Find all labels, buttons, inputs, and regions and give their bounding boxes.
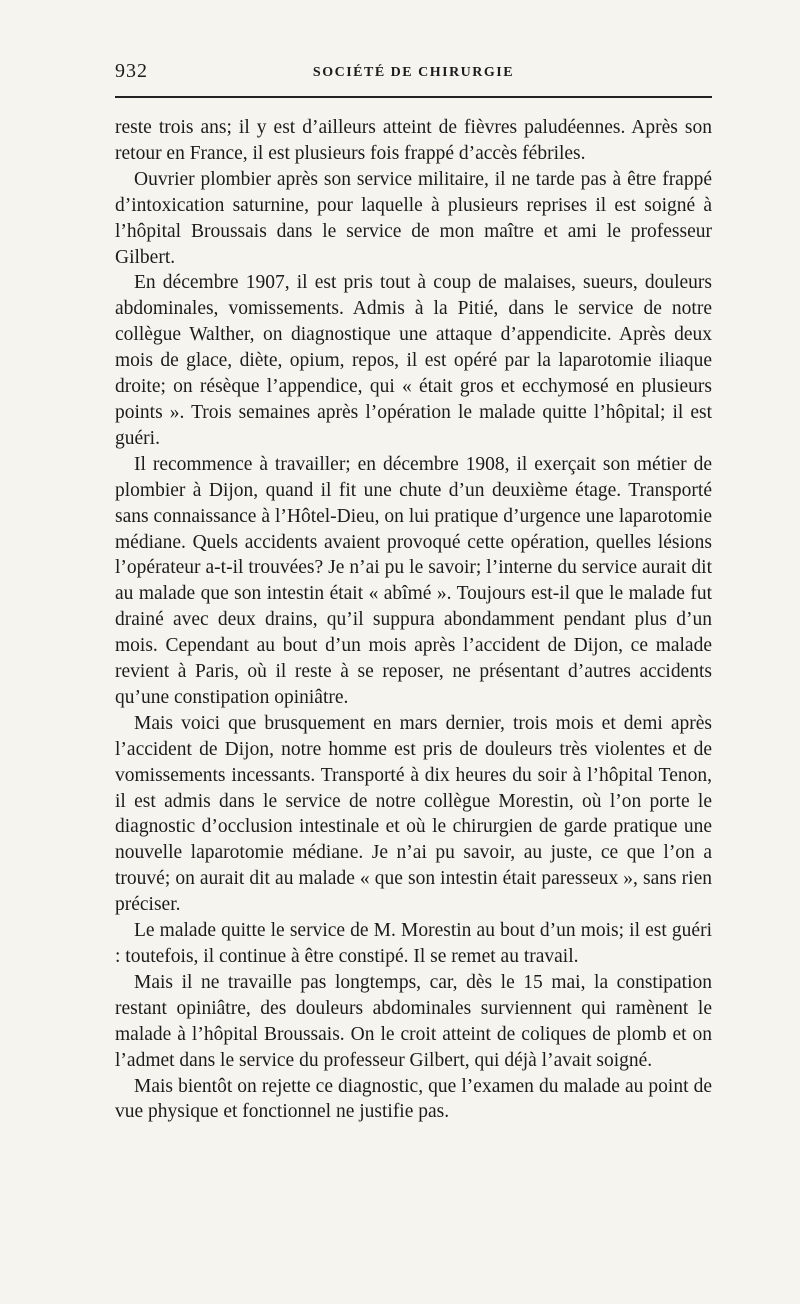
page-header	[115, 60, 712, 86]
paragraph: Mais il ne travaille pas longtemps, car, dès le 15 mai, la constipation restant opiniâtre, des douleurs abdominales surviennent qui ramènent le malade à l’hôpital Broussais. On le croit atteint de coliques de plomb et on l’admet dans le service du professeur Gilbert, qui déjà l’avait soigné.	[115, 971, 712, 1071]
page-number: 932	[115, 60, 148, 82]
paragraph: Il recommence à travailler; en décembre 1908, il exerçait son métier de plombier à Dijon, quand il fit une chute d’un deuxième étage. Transporté sans connaissance à l’Hôtel-Dieu, on lui pratique d’urgence une laparotomie médiane. Quels accidents avaient provoqué cette opération, quelles lésions l’opérateur a-t-il trouvées? Je n’ai pu le savoir; l’interne du service aurait dit au malade que son intestin était « abîmé ». Toujours est-il que le malade fut drainé avec deux drains, qu’il suppura abondamment pendant plus d’un mois. Cependant au bout d’un mois après l’accident de Dijon, ce malade revient à Paris, où il reste à se reposer, ne présentant d’autres accidents qu’une constipation opiniâtre.	[115, 453, 712, 708]
paragraph: reste trois ans; il y est d’ailleurs atteint de fièvres paludéennes. Après son retour en France, il est plusieurs fois frappé d’accès fébriles.	[115, 117, 712, 164]
paragraph: Mais bientôt on rejette ce diagnostic, que l’examen du malade au point de vue physique et fonctionnel ne justifie pas.	[115, 1075, 712, 1123]
running-title: SOCIÉTÉ DE CHIRURGIE	[312, 65, 515, 80]
paragraph: Ouvrier plombier après son service militaire, il ne tarde pas à être frappé d’intoxication saturnine, pour laquelle à plusieurs reprises il est soigné à l’hôpital Broussais dans le service de mon maître et ami le professeur Gilbert.	[115, 168, 712, 268]
paragraph: Mais voici que brusquement en mars dernier, trois mois et demi après l’accident de Dijon, notre homme est pris de douleurs très violentes et de vomissements incessants. Transporté à dix heures du soir à l’hôpital Tenon, il est admis dans le service de notre collègue Morestin, où l’on porte le diagnostic d’occlusion intestinale et où le chirurgien de garde pratique une nouvelle laparotomie médiane. Je n’ai pu savoir, au juste, ce que l’on a trouvé; on aurait dit au malade « que son intestin était paresseux », sans rien préciser.	[115, 712, 712, 916]
header-rule	[115, 96, 712, 98]
paragraph: Le malade quitte le service de M. Morestin au bout d’un mois; il est guéri : toutefois, il continue à être constipé. Il se remet au travail.	[115, 920, 712, 967]
body-text	[115, 115, 712, 1125]
paragraph: En décembre 1907, il est pris tout à coup de malaises, sueurs, douleurs abdominales, vomissements. Admis à la Pitié, dans le service de notre collègue Walther, on diagnostique une attaque d’appendicite. Après deux mois de glace, diète, opium, repos, il est opéré par la laparotomie iliaque droite; on résèque l’appendice, qui « était gros et ecchymosé en plusieurs points ». Trois semaines après l’opération le malade quitte l’hôpital; il est guéri.	[115, 272, 712, 449]
